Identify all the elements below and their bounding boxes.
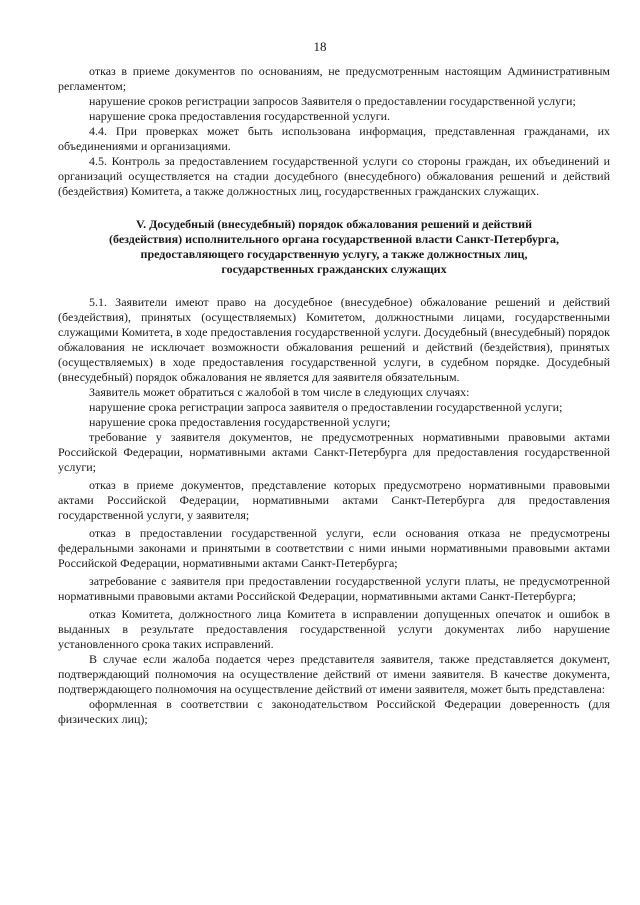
section-heading: V. Досудебный (внесудебный) порядок обжалования решений и действий (бездействия) исполнительного органа государственной власти Санкт-Петербурга, предоставляющего государственную услугу, а также должностных лиц, государственных гражданских служащих [108,217,559,276]
paragraph: отказ Комитета, должностного лица Комитета в исправлении допущенных опечаток и ошибок в выданных в результате предоставления государственной услуги документах либо нарушение установленного срока таких исправлений. [58,607,610,651]
paragraph: 4.5. Контроль за предоставлением государственной услуги со стороны граждан, их объединений и организаций осуществляется на стадии досудебного (внесудебного) обжалования решений и действий (бездействия) Комитета, а также должностных лиц, государственных гражданских служащих. [58,154,610,198]
paragraph: отказ в приеме документов по основаниям, не предусмотренным настоящим Административным регламентом; [58,64,610,93]
paragraph: В случае если жалоба подается через представителя заявителя, также представляется документ, подтверждающий полномочия на осуществление действий от имени заявителя. В качестве документа, подтверждающего полномочия на осуществление действий от имени заявителя, может быть представлена: [58,652,610,696]
paragraph: Заявитель может обратиться с жалобой в том числе в следующих случаях: [89,385,470,399]
spacer [58,277,610,295]
paragraph: 5.1. Заявители имеют право на досудебное (внесудебное) обжалование решений и действий (бездействия), принятых (осуществляемых) Комитетом, должностными лицами, государственными служащими Комитета, в ходе предоставления государственной услуги. Досудебный (внесудебный) порядок обжалования не исключает возможности обжалования решений и действий (бездействия), принятых (осуществляемых) в ходе предоставления государственной услуги, в судебном порядке. Досудебный (внесудебный) порядок обжалования не является для заявителя обязательным. [58,295,610,384]
paragraph: требование у заявителя документов, не предусмотренных нормативными правовыми актами Российской Федерации, нормативными актами Санкт-Петербурга для предоставления государственной услуги; [58,430,610,474]
document-body [58,64,610,727]
paragraph: нарушение срока предоставления государственной услуги. [89,109,391,123]
paragraph: нарушение срока регистрации запроса заявителя о предоставлении государственной услуги; [89,400,563,414]
paragraph: оформленная в соответствии с законодательством Российской Федерации доверенность (для физических лиц); [58,697,610,726]
page-number: 18 [313,39,327,54]
paragraph: нарушение сроков регистрации запросов Заявителя о предоставлении государственной услуги; [89,94,576,108]
paragraph: 4.4. При проверках может быть использована информация, представленная гражданами, их объединениями и организациями. [58,124,610,153]
paragraph: отказ в приеме документов, представление которых предусмотрено нормативными правовыми актами Российской Федерации, нормативными актами Санкт-Петербурга для предоставления государственной услуги, у заявителя; [58,478,610,522]
spacer [58,199,610,217]
paragraph: нарушение срока предоставления государственной услуги; [89,415,391,429]
paragraph: затребование с заявителя при предоставлении государственной услуги платы, не предусмотренной нормативными правовыми актами Российской Федерации, нормативными актами Санкт-Петербурга; [58,574,610,603]
paragraph: отказ в предоставлении государственной услуги, если основания отказа не предусмотрены федеральными законами и принятыми в соответствии с ними иными нормативными правовыми актами Российской Федерации, нормативными актами Санкт-Петербурга; [58,526,610,570]
